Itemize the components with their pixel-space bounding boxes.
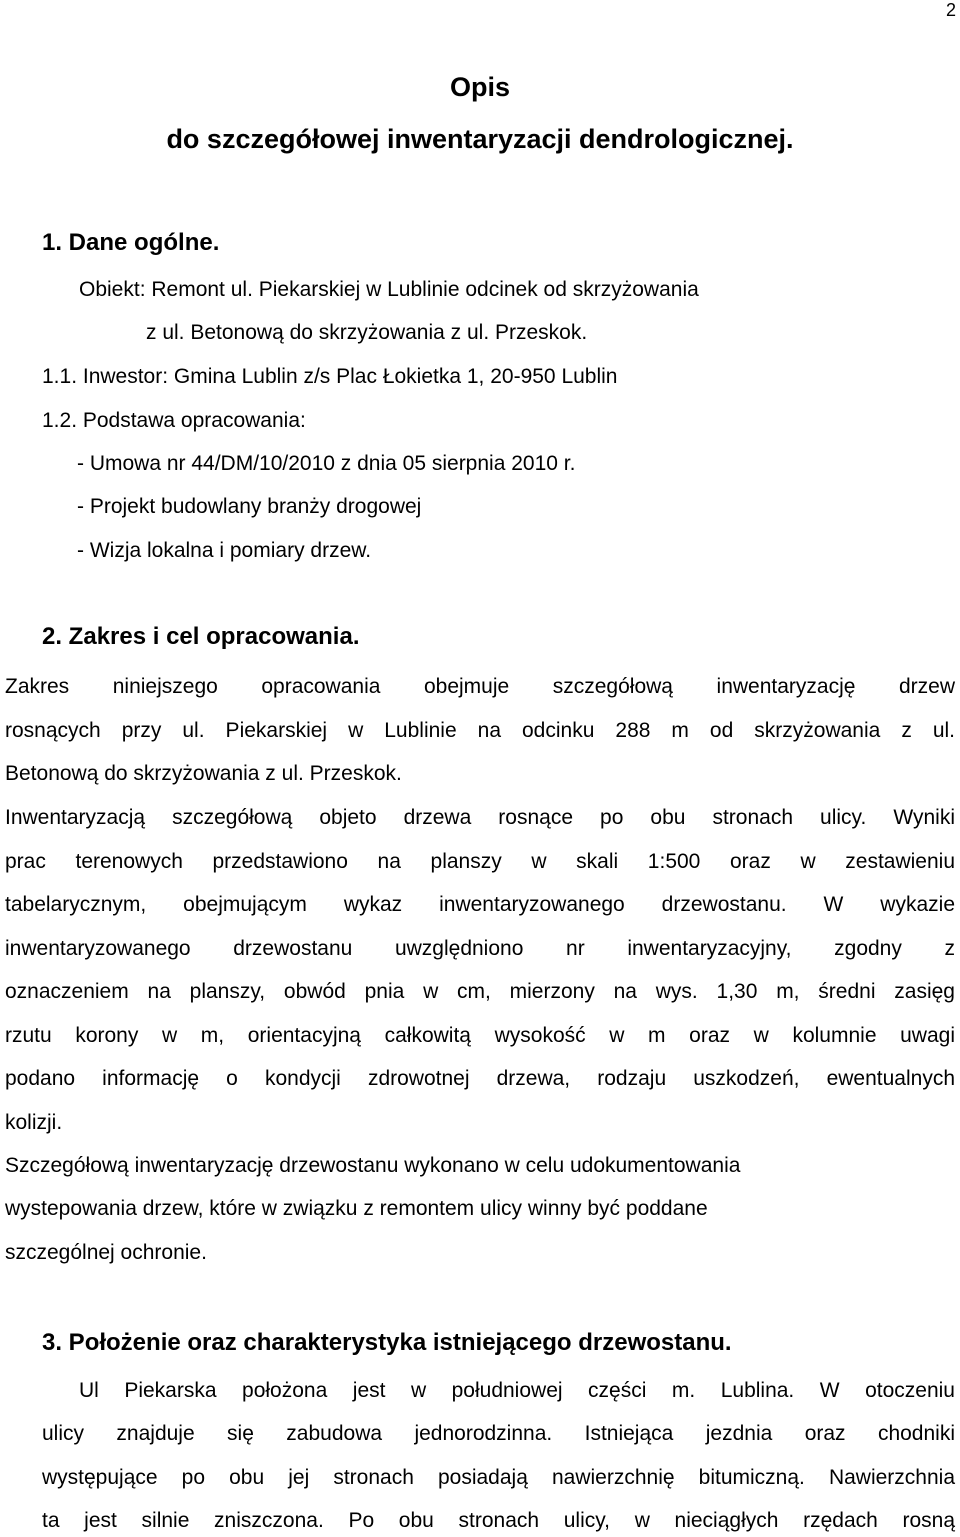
paragraph-line: Betonową do skrzyżowania z ul. Przeskok. <box>5 762 402 785</box>
paragraph-line: szczególnej ochronie. <box>5 1241 207 1264</box>
paragraph-line: kolizji. <box>5 1111 63 1134</box>
paragraph-line: Inwentaryzacją szczegółową objeto drzewa rosnące po obu stronach ulicy. Wyniki <box>5 806 955 829</box>
document-subtitle: do szczegółowej inwentaryzacji dendrologicznej. <box>166 124 794 154</box>
page-number: 2 <box>945 0 956 20</box>
investor-line: 1.1. Inwestor: Gmina Lublin z/s Plac Łokietka 1, 20-950 Lublin <box>42 365 618 388</box>
section-1-heading: 1. Dane ogólne. <box>42 229 220 256</box>
paragraph-line: prac terenowych przedstawiono na planszy w skali 1:500 oraz w zestawieniu <box>5 850 955 873</box>
basis-item: - Wizja lokalna i pomiary drzew. <box>77 539 372 562</box>
section-2-heading: 2. Zakres i cel opracowania. <box>42 623 360 650</box>
paragraph-line: oznaczeniem na planszy, obwód pnia w cm, mierzony na wys. 1,30 m, średni zasięg <box>5 980 955 1003</box>
basis-heading: 1.2. Podstawa opracowania: <box>42 409 306 432</box>
document-title: Opis <box>449 72 510 102</box>
paragraph-line: tabelarycznym, obejmującym wykaz inwentaryzowanego drzewostanu. W wykazie <box>5 893 955 916</box>
paragraph-line: inwentaryzowanego drzewostanu uwzględniono nr inwentaryzacyjny, zgodny z <box>5 937 955 960</box>
basis-item: - Projekt budowlany branży drogowej <box>77 495 422 518</box>
object-line-2: z ul. Betonową do skrzyżowania z ul. Przeskok. <box>146 321 588 344</box>
section-3-heading: 3. Położenie oraz charakterystyka istniejącego drzewostanu. <box>42 1329 732 1356</box>
paragraph-line: wystepowania drzew, które w związku z remontem ulicy winny być poddane <box>5 1197 708 1220</box>
paragraph-line: Ul Piekarska położona jest w południowej części m. Lublina. W otoczeniu <box>79 1379 955 1402</box>
paragraph-line: występujące po obu jej stronach posiadają nawierzchnię bitumiczną. Nawierzchnia <box>42 1466 955 1489</box>
paragraph-line: Zakres niniejszego opracowania obejmuje szczegółową inwentaryzację drzew <box>5 675 955 698</box>
paragraph-line: ta jest silnie zniszczona. Po obu stronach ulicy, w nieciągłych rzędach rosną <box>42 1509 955 1532</box>
paragraph-line: podano informację o kondycji zdrowotnej drzewa, rodzaju uszkodzeń, ewentualnych <box>5 1067 955 1090</box>
paragraph-line: Szczegółową inwentaryzację drzewostanu wykonano w celu udokumentowania <box>5 1154 741 1177</box>
paragraph-line: rzutu korony w m, orientacyjną całkowitą wysokość w m oraz w kolumnie uwagi <box>5 1024 955 1047</box>
object-line-1: Obiekt: Remont ul. Piekarskiej w Lublinie odcinek od skrzyżowania <box>79 278 699 301</box>
basis-item: - Umowa nr 44/DM/10/2010 z dnia 05 sierpnia 2010 r. <box>77 452 576 475</box>
paragraph-line: ulicy znajduje się zabudowa jednorodzinna. Istniejąca jezdnia oraz chodniki <box>42 1422 955 1445</box>
paragraph-line: rosnących przy ul. Piekarskiej w Lublinie na odcinku 288 m od skrzyżowania z ul. <box>5 719 955 742</box>
